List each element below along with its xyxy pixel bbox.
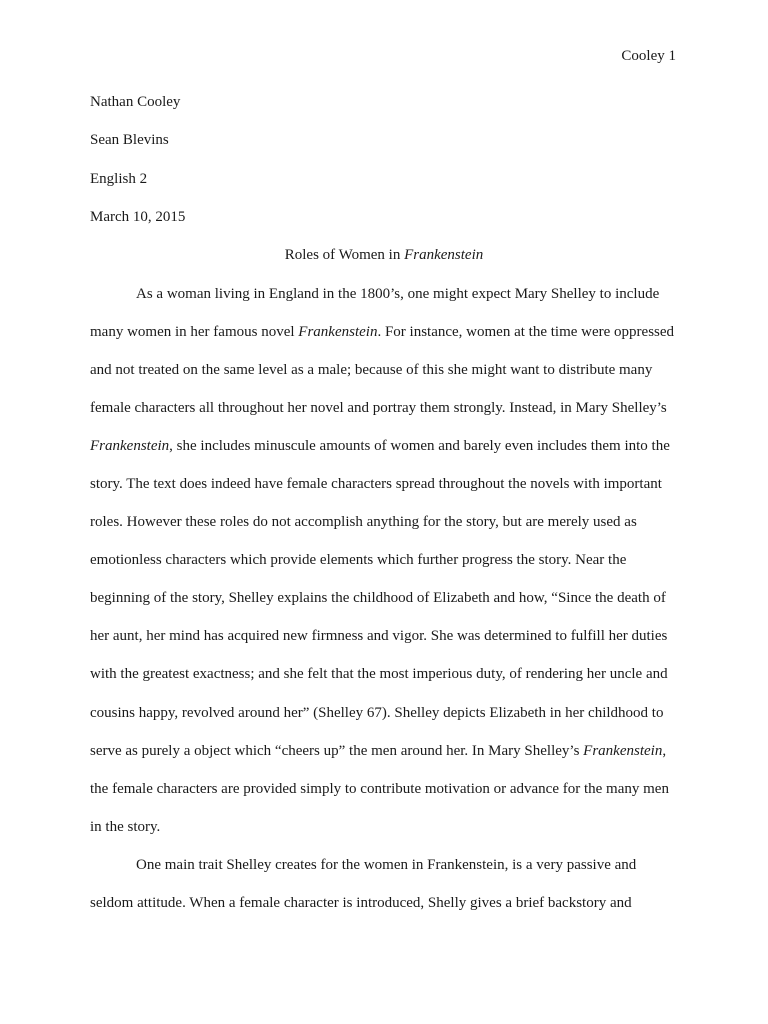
body-line: female characters all throughout her novel and portray them strongly. Instead, in Mary Shelley’s bbox=[90, 400, 667, 416]
course-name: English 2 bbox=[90, 171, 148, 187]
body-line: cousins happy, revolved around her” (Shelley 67). Shelley depicts Elizabeth in her childhood to bbox=[90, 705, 664, 721]
body-line: the female characters are provided simply to contribute motivation or advance for the many men bbox=[90, 781, 669, 797]
body-line: and not treated on the same level as a male; because of this she might want to distribute many bbox=[90, 362, 653, 378]
body-line: roles. However these roles do not accomplish anything for the story, but are merely used as bbox=[90, 514, 637, 530]
essay-date: March 10, 2015 bbox=[90, 209, 186, 225]
body-line: One main trait Shelley creates for the women in Frankenstein, is a very passive and bbox=[136, 857, 637, 873]
body-line: many women in her famous novel Frankenstein. For instance, women at the time were oppressed bbox=[90, 324, 675, 340]
body-line: seldom attitude. When a female character is introduced, Shelly gives a brief backstory and bbox=[90, 895, 632, 911]
body-line: As a woman living in England in the 1800’s, one might expect Mary Shelley to include bbox=[136, 286, 660, 302]
running-header: Cooley 1 bbox=[621, 48, 676, 64]
body-line: in the story. bbox=[90, 819, 161, 835]
title-text: Roles of Women in bbox=[284, 247, 405, 263]
body-line: Frankenstein, she includes minuscule amounts of women and barely even includes them into the bbox=[90, 438, 670, 454]
title-italic: Frankenstein bbox=[404, 247, 484, 263]
author-name: Nathan Cooley bbox=[90, 94, 181, 110]
body-line: emotionless characters which provide elements which further progress the story. Near the bbox=[90, 552, 627, 568]
body-line: serve as purely a object which “cheers up” the men around her. In Mary Shelley’s Frankenstein, bbox=[90, 743, 667, 759]
body-line: beginning of the story, Shelley explains the childhood of Elizabeth and how, “Since the death of bbox=[90, 590, 666, 606]
body-line: story. The text does indeed have female characters spread throughout the novels with important bbox=[90, 476, 662, 492]
essay-title bbox=[0, 247, 768, 264]
body-line: with the greatest exactness; and she felt that the most imperious duty, of rendering her uncle and bbox=[90, 666, 668, 682]
body-line: her aunt, her mind has acquired new firmness and vigor. She was determined to fulfill her duties bbox=[90, 628, 668, 644]
instructor-name: Sean Blevins bbox=[90, 132, 169, 148]
